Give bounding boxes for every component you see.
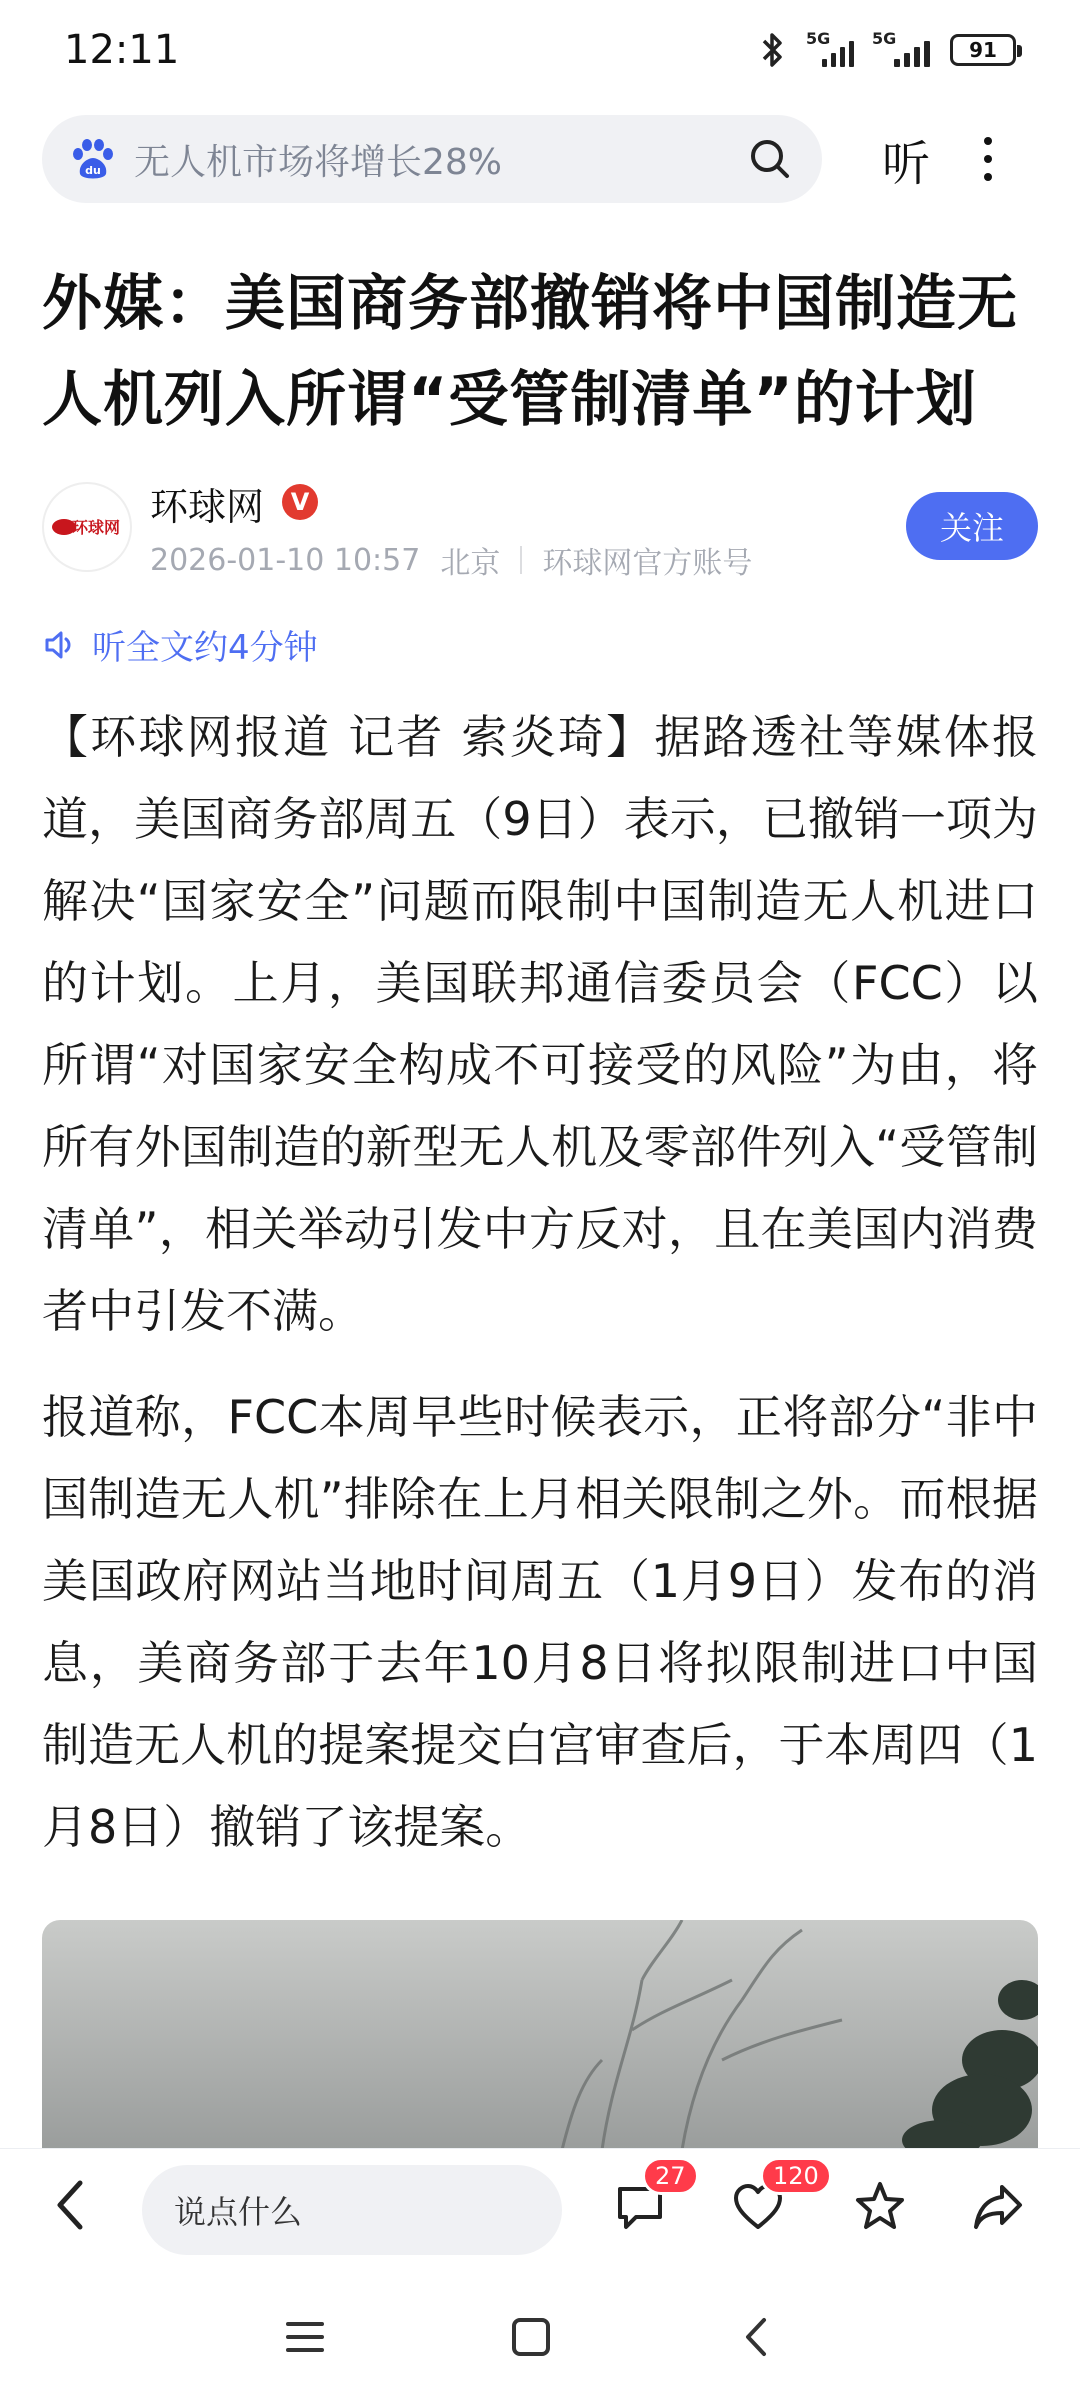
home-square-icon[interactable] bbox=[508, 2314, 554, 2360]
publish-datetime: 2026-01-10 10:57 bbox=[150, 542, 421, 578]
favorite-button[interactable] bbox=[852, 2179, 908, 2235]
system-navigation-bar bbox=[0, 2268, 1080, 2400]
more-options-icon[interactable] bbox=[978, 137, 998, 181]
huanqiu-logo-icon bbox=[50, 507, 124, 547]
svg-text:du: du bbox=[85, 164, 101, 177]
meta-divider bbox=[520, 546, 522, 574]
svg-text:环球网: 环球网 bbox=[71, 518, 121, 537]
account-type: 环球网官方账号 bbox=[542, 546, 753, 581]
like-count-badge: 120 bbox=[760, 2157, 832, 2195]
author-name[interactable]: 环球网 bbox=[150, 485, 265, 529]
status-icons bbox=[758, 30, 1016, 70]
bluetooth-icon bbox=[758, 30, 788, 70]
author-avatar[interactable] bbox=[42, 482, 132, 572]
cellular-signal-1-icon: 5G bbox=[806, 33, 854, 67]
comment-button[interactable] bbox=[612, 2162, 686, 2235]
system-back-icon[interactable] bbox=[734, 2314, 780, 2360]
share-arrow-icon bbox=[970, 2179, 1026, 2235]
star-icon bbox=[852, 2179, 908, 2235]
share-button[interactable] bbox=[970, 2179, 1026, 2235]
back-arrow-icon[interactable] bbox=[50, 2177, 90, 2233]
listen-full-article[interactable] bbox=[42, 620, 318, 669]
search-header bbox=[42, 114, 1050, 204]
article-photo[interactable] bbox=[42, 1920, 1038, 2150]
battery-icon bbox=[950, 34, 1016, 66]
author-row bbox=[42, 476, 1038, 581]
article-paragraph-1: 【环球网报道 记者 索炎琦】据路透社等媒体报道，美国商务部周五（9日）表示，已撤销一项为解决“国家安全”问题而限制中国制造无人机进口的计划。上月，美国联邦通信委员会（FCC）以所谓“对国家安全构成不可接受的风险”为由，将所有外国制造的新型无人机及零部件列入“受管制清单”，相关举动引发中方反对，且在美国内消费者中引发不满。 bbox=[42, 710, 1038, 1338]
baidu-paw-icon bbox=[70, 136, 116, 182]
article-paragraph-2: 报道称，FCC本周早些时候表示，正将部分“非中国制造无人机”排除在上月相关限制之外。而根据美国政府网站当地时间周五（1月9日）发布的消息，美商务部于去年10月8日将拟限制进口中国制造无人机的提案提交白宫审查后，于本周四（1月8日）撤销了该提案。 bbox=[42, 1390, 1038, 1854]
article-meta bbox=[150, 538, 752, 582]
publish-location: 北京 bbox=[440, 546, 501, 581]
listen-all-label: 听全文约4分钟 bbox=[92, 628, 318, 668]
comment-placeholder: 说点什么 bbox=[174, 2193, 303, 2231]
listen-button[interactable]: 听 bbox=[882, 135, 931, 192]
photo-trees-image bbox=[42, 1920, 1038, 2150]
follow-button[interactable]: 关注 bbox=[906, 492, 1038, 560]
like-button[interactable] bbox=[730, 2162, 819, 2235]
bottom-action-bar bbox=[0, 2148, 1080, 2258]
battery-level: 91 bbox=[969, 38, 997, 62]
article-title: 外媒：美国商务部撤销将中国制造无人机列入所谓“受管制清单”的计划 bbox=[42, 269, 1018, 435]
recent-apps-menu-icon[interactable] bbox=[282, 2314, 328, 2360]
cellular-signal-2-icon: 5G bbox=[872, 33, 932, 67]
status-time: 12:11 bbox=[64, 27, 180, 73]
status-bar bbox=[0, 0, 1080, 100]
comment-count-badge: 27 bbox=[642, 2157, 699, 2195]
search-query: 无人机市场将增长28% bbox=[134, 141, 503, 183]
speaker-icon bbox=[42, 627, 78, 663]
verified-badge-icon: V bbox=[282, 484, 318, 520]
comment-input[interactable] bbox=[142, 2165, 562, 2255]
search-icon[interactable] bbox=[746, 135, 794, 183]
search-box[interactable] bbox=[42, 115, 822, 203]
